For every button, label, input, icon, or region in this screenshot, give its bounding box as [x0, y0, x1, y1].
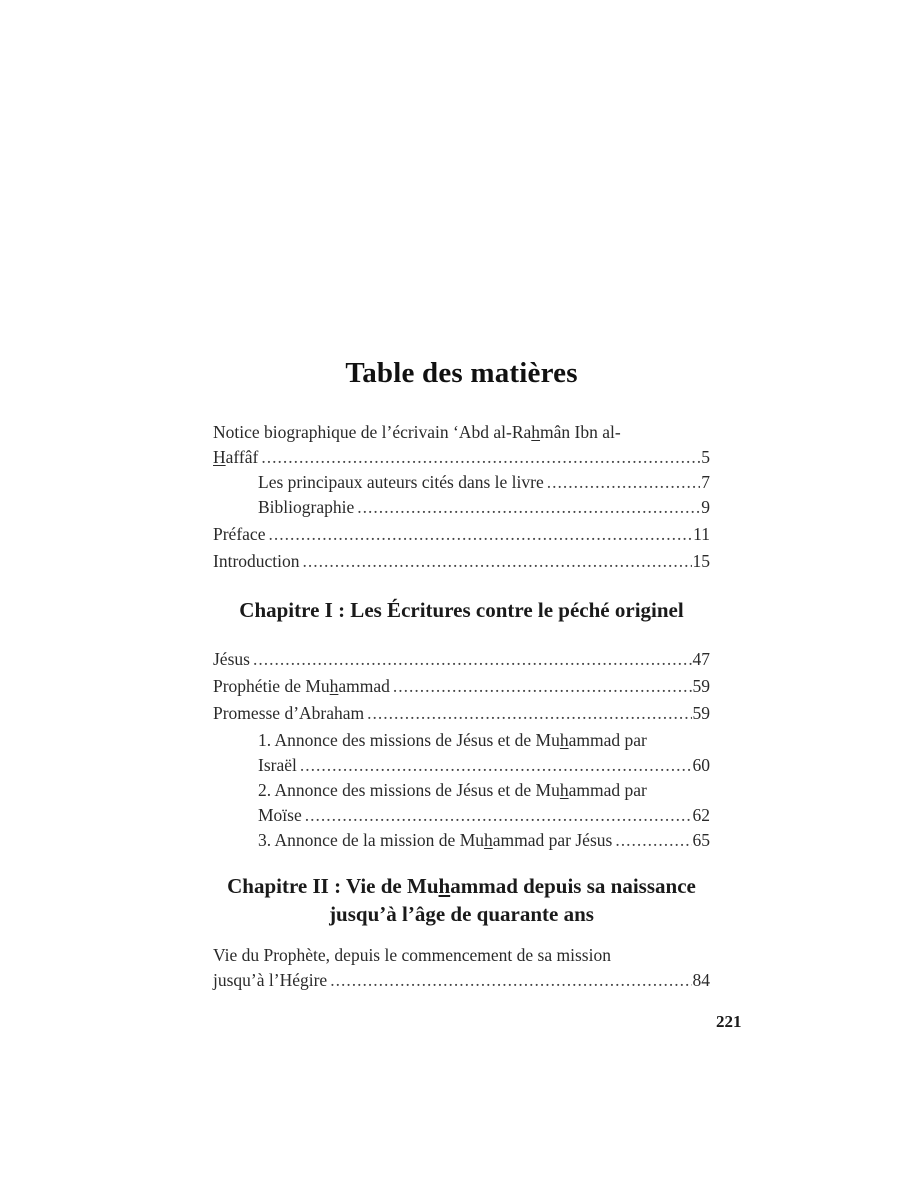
entry-page: 62	[692, 805, 710, 825]
dot-leader	[615, 828, 691, 853]
toc-entry-promise-abraham[interactable]	[213, 701, 710, 726]
entry-text: ammad par	[568, 730, 647, 750]
toc-chapter-1	[213, 647, 710, 853]
entry-page: 59	[692, 676, 710, 696]
entry-text: ammad par	[568, 780, 647, 800]
toc-chapter-2	[213, 943, 710, 993]
dot-leader	[253, 647, 692, 672]
dot-leader	[303, 549, 692, 574]
entry-page: 7	[701, 472, 710, 492]
toc-front-matter	[213, 420, 710, 574]
toc-entry-notice-line1	[213, 420, 710, 445]
entry-text-underlined: h	[559, 780, 569, 800]
entry-text: ammad	[338, 676, 390, 696]
entry-page: 65	[692, 830, 710, 850]
entry-label: Israël	[258, 755, 297, 775]
toc-entry-bibliography[interactable]	[213, 495, 710, 520]
entry-page: 11	[693, 524, 710, 544]
entry-text-underlined: h	[531, 422, 541, 442]
chapter-1-heading: Chapitre I : Les Écritures contre le péché originel	[239, 598, 684, 622]
dot-leader	[393, 674, 692, 699]
entry-text: 3. Annonce de la mission de Mu	[258, 830, 485, 850]
entry-text-underlined: h	[559, 730, 569, 750]
entry-text: mân Ibn al-	[540, 422, 621, 442]
entry-label: Moïse	[258, 805, 302, 825]
entry-label: Jésus	[213, 649, 250, 669]
entry-page: 9	[701, 497, 710, 517]
toc-entry-announcement-3[interactable]	[213, 828, 710, 853]
page-title: Table des matières	[345, 357, 578, 390]
dot-leader	[305, 803, 692, 828]
entry-text-underlined: H	[213, 447, 226, 467]
dot-leader	[300, 753, 692, 778]
entry-text: 2. Annonce des missions de Jésus et de Mu	[258, 780, 560, 800]
toc-entry-preface[interactable]	[213, 522, 710, 547]
dot-leader	[261, 445, 700, 470]
entry-label: Préface	[213, 524, 266, 544]
toc-entry-jesus[interactable]	[213, 647, 710, 672]
chapter-2-heading-line2: jusqu’à l’âge de quarante ans	[329, 902, 594, 926]
dot-leader	[547, 470, 701, 495]
page-number: 221	[716, 1012, 742, 1031]
entry-label: Les principaux auteurs cités dans le livre	[258, 472, 544, 492]
toc-entry-notice[interactable]	[213, 445, 710, 470]
heading-text: Chapitre II : Vie de Mu	[227, 874, 439, 898]
entry-label	[213, 445, 258, 470]
entry-text: ammad par Jésus	[492, 830, 613, 850]
entry-text: Prophétie de Mu	[213, 676, 330, 696]
entry-label	[213, 674, 390, 699]
toc-entry-announcement-1[interactable]	[213, 753, 710, 778]
entry-label: Promesse d’Abraham	[213, 703, 365, 723]
heading-text-underlined: h	[438, 874, 451, 898]
entry-label: Bibliographie	[258, 497, 355, 517]
toc-entry-announcement-2-line1	[213, 778, 710, 803]
entry-page: 5	[701, 447, 710, 467]
dot-leader	[367, 701, 691, 726]
toc-entry-introduction[interactable]	[213, 549, 710, 574]
dot-leader	[357, 495, 700, 520]
dot-leader	[268, 522, 692, 547]
chapter-2-heading-line1	[200, 872, 723, 900]
toc-entry-principal-authors[interactable]	[213, 470, 710, 495]
toc-entry-announcement-2[interactable]	[213, 803, 710, 828]
entry-page: 59	[692, 703, 710, 723]
toc-entry-prophet-life[interactable]	[213, 968, 710, 993]
entry-label: jusqu’à l’Hégire	[213, 970, 328, 990]
dot-leader	[330, 968, 691, 993]
heading-text: ammad depuis sa naissance	[450, 874, 696, 898]
entry-page: 15	[692, 551, 710, 571]
entry-label: Introduction	[213, 551, 300, 571]
toc-entry-prophecy-muhammad[interactable]	[213, 674, 710, 699]
toc-entry-announcement-1-line1	[213, 728, 710, 753]
entry-text-underlined: h	[329, 676, 339, 696]
entry-page: 60	[692, 755, 710, 775]
entry-text: Notice biographique de l’écrivain ‘Abd al-Ra	[213, 422, 532, 442]
entry-text: 1. Annonce des missions de Jésus et de Mu	[258, 730, 560, 750]
entry-text-underlined: h	[484, 830, 493, 850]
toc-entry-prophet-life-line1: Vie du Prophète, depuis le commencement de sa mission	[213, 945, 611, 965]
entry-text: affâf	[225, 447, 259, 467]
entry-page: 47	[692, 649, 710, 669]
entry-page: 84	[692, 970, 710, 990]
entry-label	[258, 828, 612, 853]
chapter-2-heading	[200, 872, 723, 928]
